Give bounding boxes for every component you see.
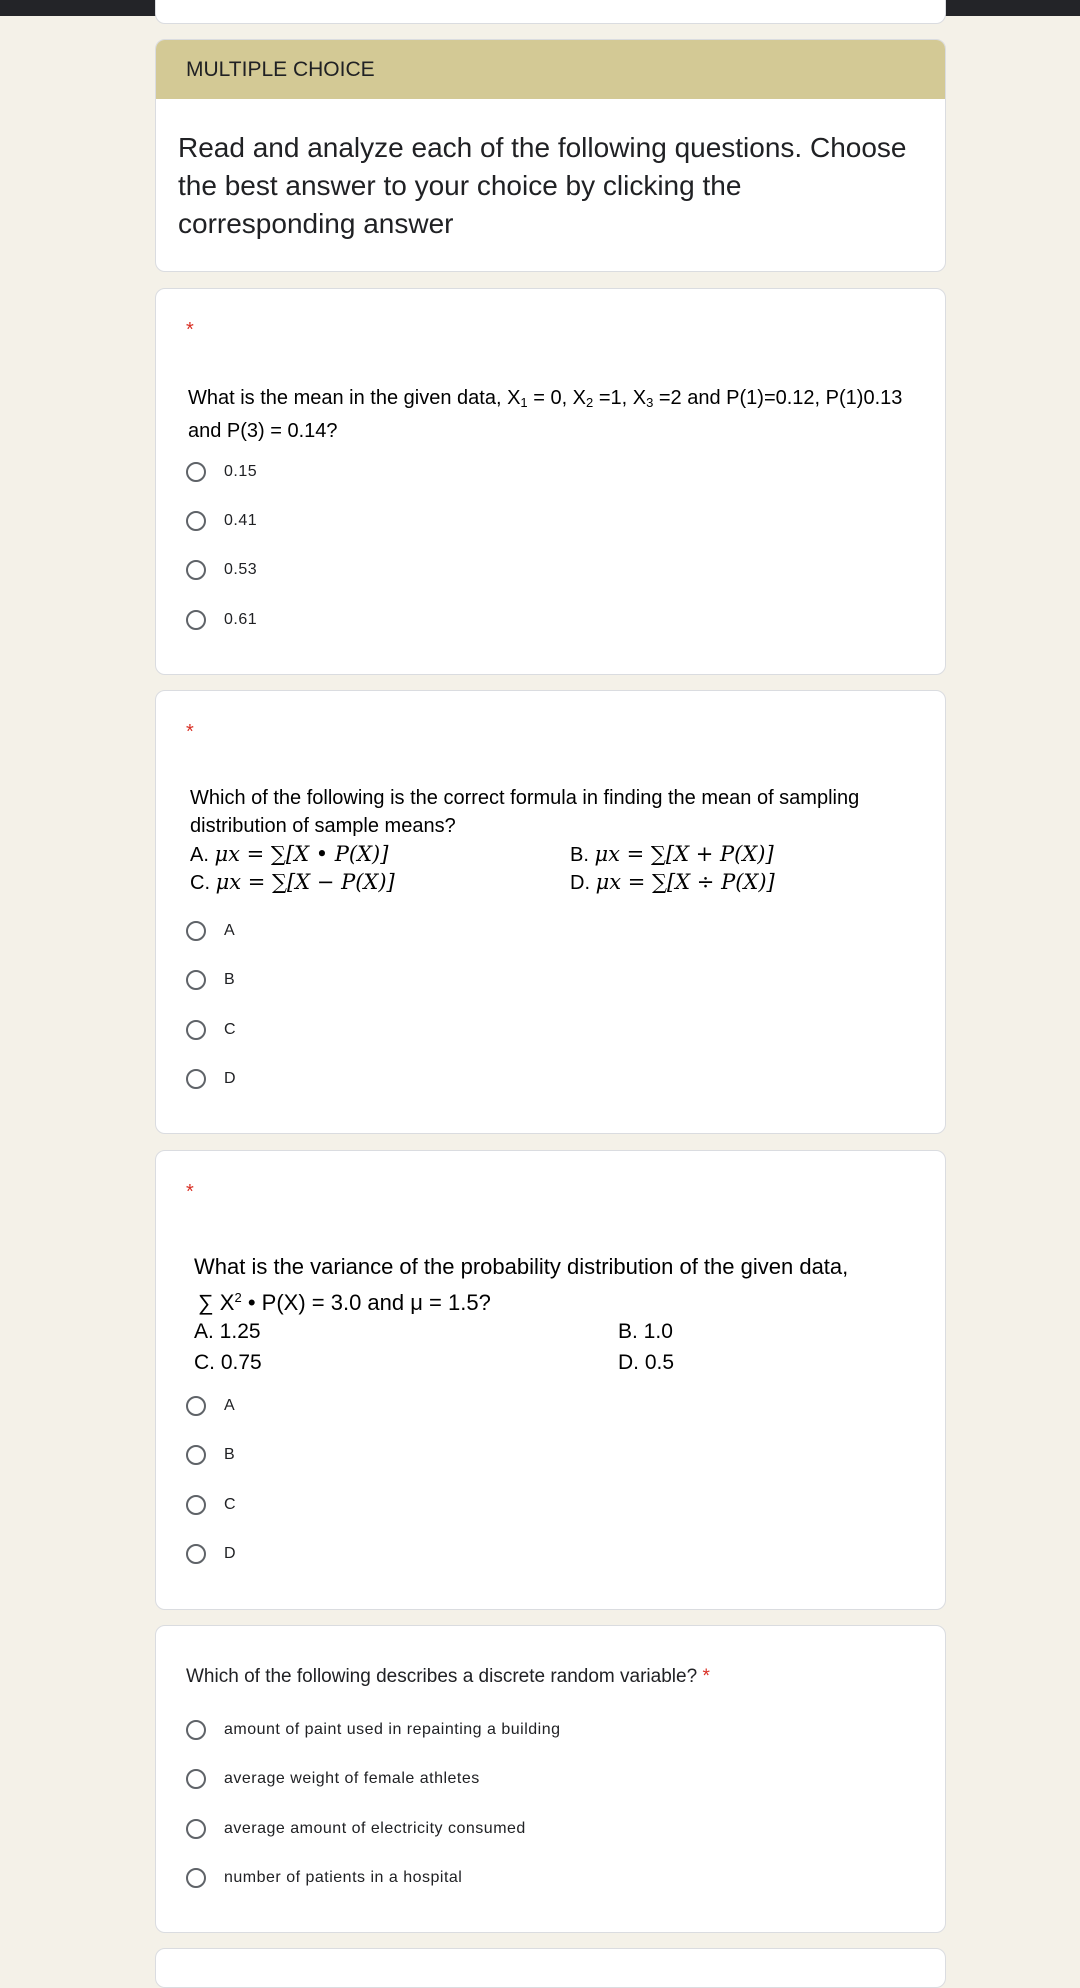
option-patients[interactable]: number of patients in a hospital bbox=[186, 1863, 462, 1893]
cropped-image-edge bbox=[156, 1237, 945, 1245]
question-card-1 bbox=[155, 288, 946, 675]
radio-button[interactable] bbox=[186, 1069, 206, 1089]
question-card-3 bbox=[155, 1150, 946, 1610]
radio-button[interactable] bbox=[186, 1445, 206, 1465]
option-B[interactable]: B bbox=[186, 1440, 235, 1470]
answer-row-1: A. 1.25 B. 1.0 bbox=[194, 1320, 673, 1343]
next-question-card bbox=[155, 1948, 946, 1988]
section-description: Read and analyze each of the following questions. Choose the best answer to your choice by clicking the corresponding answer bbox=[178, 132, 907, 239]
option-0.15[interactable]: 0.15 bbox=[186, 457, 257, 487]
question-image-1 bbox=[188, 384, 902, 445]
option-0.61[interactable]: 0.61 bbox=[186, 605, 257, 635]
required-asterisk: * bbox=[186, 721, 194, 743]
previous-card bbox=[155, 0, 946, 24]
radio-button[interactable] bbox=[186, 610, 206, 630]
question-image-3 bbox=[194, 1251, 848, 1380]
question-card-2 bbox=[155, 690, 946, 1134]
formula-row-1: A. μx = ∑[X • P(X)] B. μx = ∑[X + P(X)] bbox=[190, 842, 774, 866]
option-weight[interactable]: average weight of female athletes bbox=[186, 1764, 480, 1794]
required-asterisk: * bbox=[186, 1181, 194, 1203]
radio-button[interactable] bbox=[186, 921, 206, 941]
section-title: MULTIPLE CHOICE bbox=[156, 40, 945, 99]
question-text-line: What is the variance of the probability distribution of the given data, bbox=[194, 1254, 849, 1279]
answer-row-2: C. 0.75 D. 0.5 bbox=[194, 1351, 675, 1374]
option-0.41[interactable]: 0.41 bbox=[186, 506, 257, 536]
option-A[interactable]: A bbox=[186, 916, 235, 946]
question-image-2 bbox=[190, 784, 930, 896]
option-C[interactable]: C bbox=[186, 1490, 236, 1520]
option-C[interactable]: C bbox=[186, 1015, 236, 1045]
required-asterisk: * bbox=[702, 1666, 710, 1687]
question-text-line: Which of the following is the correct formula in finding the mean of sampling bbox=[190, 787, 860, 809]
question-text-line: and P(3) = 0.14? bbox=[188, 420, 338, 442]
section-card bbox=[155, 39, 946, 272]
radio-button[interactable] bbox=[186, 1544, 206, 1564]
option-0.53[interactable]: 0.53 bbox=[186, 555, 257, 585]
question-text-line: What is the mean in the given data, $X_1 = 0$, $X_2 =1$, $X_3 =2$ and P(1)=0.12, P(1)0.13 bbox=[188, 387, 903, 410]
option-paint[interactable]: amount of paint used in repainting a building bbox=[186, 1715, 561, 1745]
radio-button[interactable] bbox=[186, 970, 206, 990]
radio-button[interactable] bbox=[186, 511, 206, 531]
question-text-line: distribution of sample means? bbox=[190, 815, 456, 837]
radio-button[interactable] bbox=[186, 1020, 206, 1040]
required-asterisk: * bbox=[186, 319, 194, 341]
radio-button[interactable] bbox=[186, 1396, 206, 1416]
question-card-4 bbox=[155, 1625, 946, 1933]
option-B[interactable]: B bbox=[186, 965, 235, 995]
option-D[interactable]: D bbox=[186, 1064, 236, 1094]
option-D[interactable]: D bbox=[186, 1539, 236, 1569]
radio-button[interactable] bbox=[186, 1720, 206, 1740]
radio-button[interactable] bbox=[186, 1495, 206, 1515]
radio-button[interactable] bbox=[186, 462, 206, 482]
question-text-line: ∑ $X^2$ • P(X) = 3.0 and μ = 1.5? bbox=[198, 1290, 491, 1315]
option-electricity[interactable]: average amount of electricity consumed bbox=[186, 1814, 526, 1844]
formula-row-2: C. μx = ∑[X − P(X)] D. μx = ∑[X ÷ P(X)] bbox=[190, 870, 775, 894]
cropped-image-fragments bbox=[156, 1242, 945, 1245]
radio-button[interactable] bbox=[186, 1769, 206, 1789]
question-title: Which of the following describes a discrete random variable? * bbox=[186, 1666, 710, 1687]
radio-button[interactable] bbox=[186, 1819, 206, 1839]
radio-button[interactable] bbox=[186, 560, 206, 580]
radio-button[interactable] bbox=[186, 1868, 206, 1888]
option-A[interactable]: A bbox=[186, 1391, 235, 1421]
